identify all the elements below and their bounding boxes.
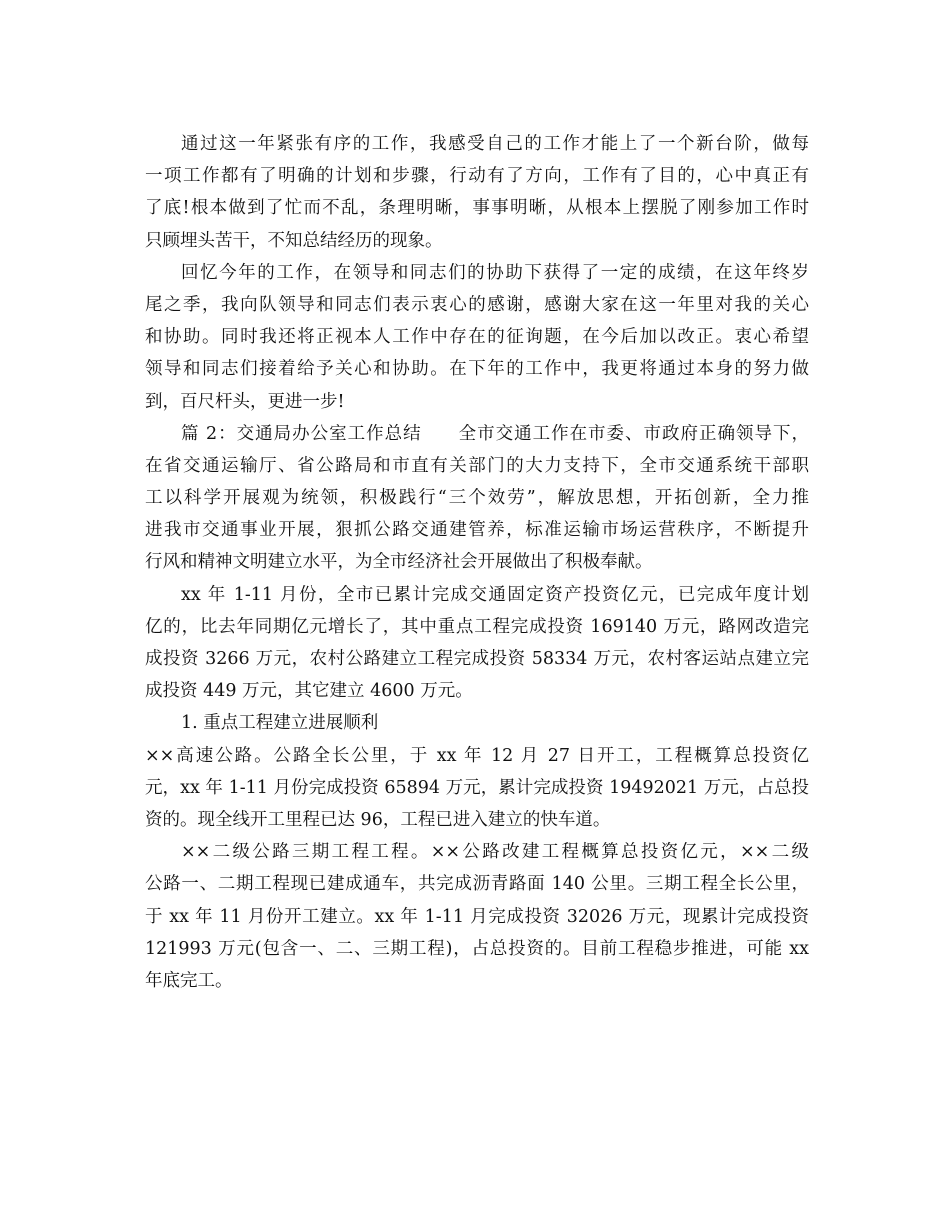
text-line: 领导和同志们接着给予关心和协助。在下年的工作中，我更将通过本身的努力做 bbox=[145, 359, 809, 380]
paragraph bbox=[145, 836, 809, 997]
text-line: 于 xx 年 11 月份开工建立。xx 年 1-11 月完成投资 32026 万元，现累计完成投资 bbox=[145, 906, 809, 927]
paragraph bbox=[145, 128, 809, 257]
text-line: 元，xx 年 1-11 月份完成投资 65894 万元，累计完成投资 19492021 万元，占总投 bbox=[145, 777, 809, 798]
text-line: 工以科学开展观为统领，积极践行“三个效劳”，解放思想，开拓创新，全力推 bbox=[145, 488, 809, 509]
text-line: 只顾埋头苦干，不知总结经历的现象。 bbox=[145, 230, 443, 251]
text-line: ××二级公路三期工程工程。××公路改建工程概算总投资亿元，××二级 bbox=[181, 842, 809, 863]
text-line: 成投资 449 万元，其它建立 4600 万元。 bbox=[145, 681, 473, 702]
text-line: 公路一、二期工程现已建成通车，共完成沥青路面 140 公里。三期工程全长公里， bbox=[145, 874, 809, 895]
text-line: 到，百尺杆头，更进一步! bbox=[145, 391, 345, 412]
text-line: 进我市交通事业开展，狠抓公路交通建管养，标准运输市场运营秩序，不断提升 bbox=[145, 520, 809, 541]
paragraph bbox=[145, 579, 809, 708]
text-line: ××高速公路。公路全长公里，于 xx 年 12 月 27 日开工，工程概算总投资亿 bbox=[145, 745, 809, 766]
paragraph bbox=[145, 418, 809, 579]
text-line: 回忆今年的工作，在领导和同志们的协助下获得了一定的成绩，在这年终岁 bbox=[181, 262, 809, 283]
text-line: 行风和精神文明建立水平，为全市经济社会开展做出了积极奉献。 bbox=[145, 552, 653, 573]
section-heading bbox=[145, 707, 809, 739]
text-line: 亿的，比去年同期亿元增长了，其中重点工程完成投资 169140 万元，路网改造完 bbox=[145, 616, 809, 637]
text-line: 在省交通运输厅、省公路局和市直有关部门的大力支持下，全市交通系统干部职 bbox=[145, 455, 809, 476]
text-line: 资的。现全线开工里程已达 96，工程已进入建立的快车道。 bbox=[145, 809, 611, 830]
text-line: 1. 重点工程建立进展顺利 bbox=[181, 713, 379, 734]
text-line: 通过这一年紧张有序的工作，我感受自己的工作才能上了一个新台阶，做每 bbox=[181, 134, 809, 154]
text-line: 年底完工。 bbox=[145, 970, 233, 991]
text-line: 成投资 3266 万元，农村公路建立工程完成投资 58334 万元，农村客运站点建立完 bbox=[145, 649, 809, 669]
text-line: xx 年 1-11 月份，全市已累计完成交通固定资产投资亿元，已完成年度计划 bbox=[181, 584, 809, 605]
text-line: 121993 万元(包含一、二、三期工程)，占总投资的。目前工程稳步推进，可能 xx bbox=[145, 938, 809, 959]
text-line: 尾之季，我向队领导和同志们表示衷心的感谢，感谢大家在这一年里对我的关心 bbox=[145, 294, 809, 315]
text-line: 一项工作都有了明确的计划和步骤，行动有了方向，工作有了目的，心中真正有 bbox=[145, 166, 809, 187]
document-page bbox=[145, 128, 809, 997]
text-line: 了底!根本做到了忙而不乱，条理明晰，事事明晰，从根本上摆脱了刚参加工作时 bbox=[145, 198, 809, 219]
text-line: 和协助。同时我还将正视本人工作中存在的征询题，在今后加以改正。衷心希望 bbox=[145, 327, 809, 348]
paragraph bbox=[145, 257, 809, 418]
paragraph bbox=[145, 740, 809, 837]
text-line: 篇 2：交通局办公室工作总结 全市交通工作在市委、市政府正确领导下， bbox=[181, 423, 809, 444]
